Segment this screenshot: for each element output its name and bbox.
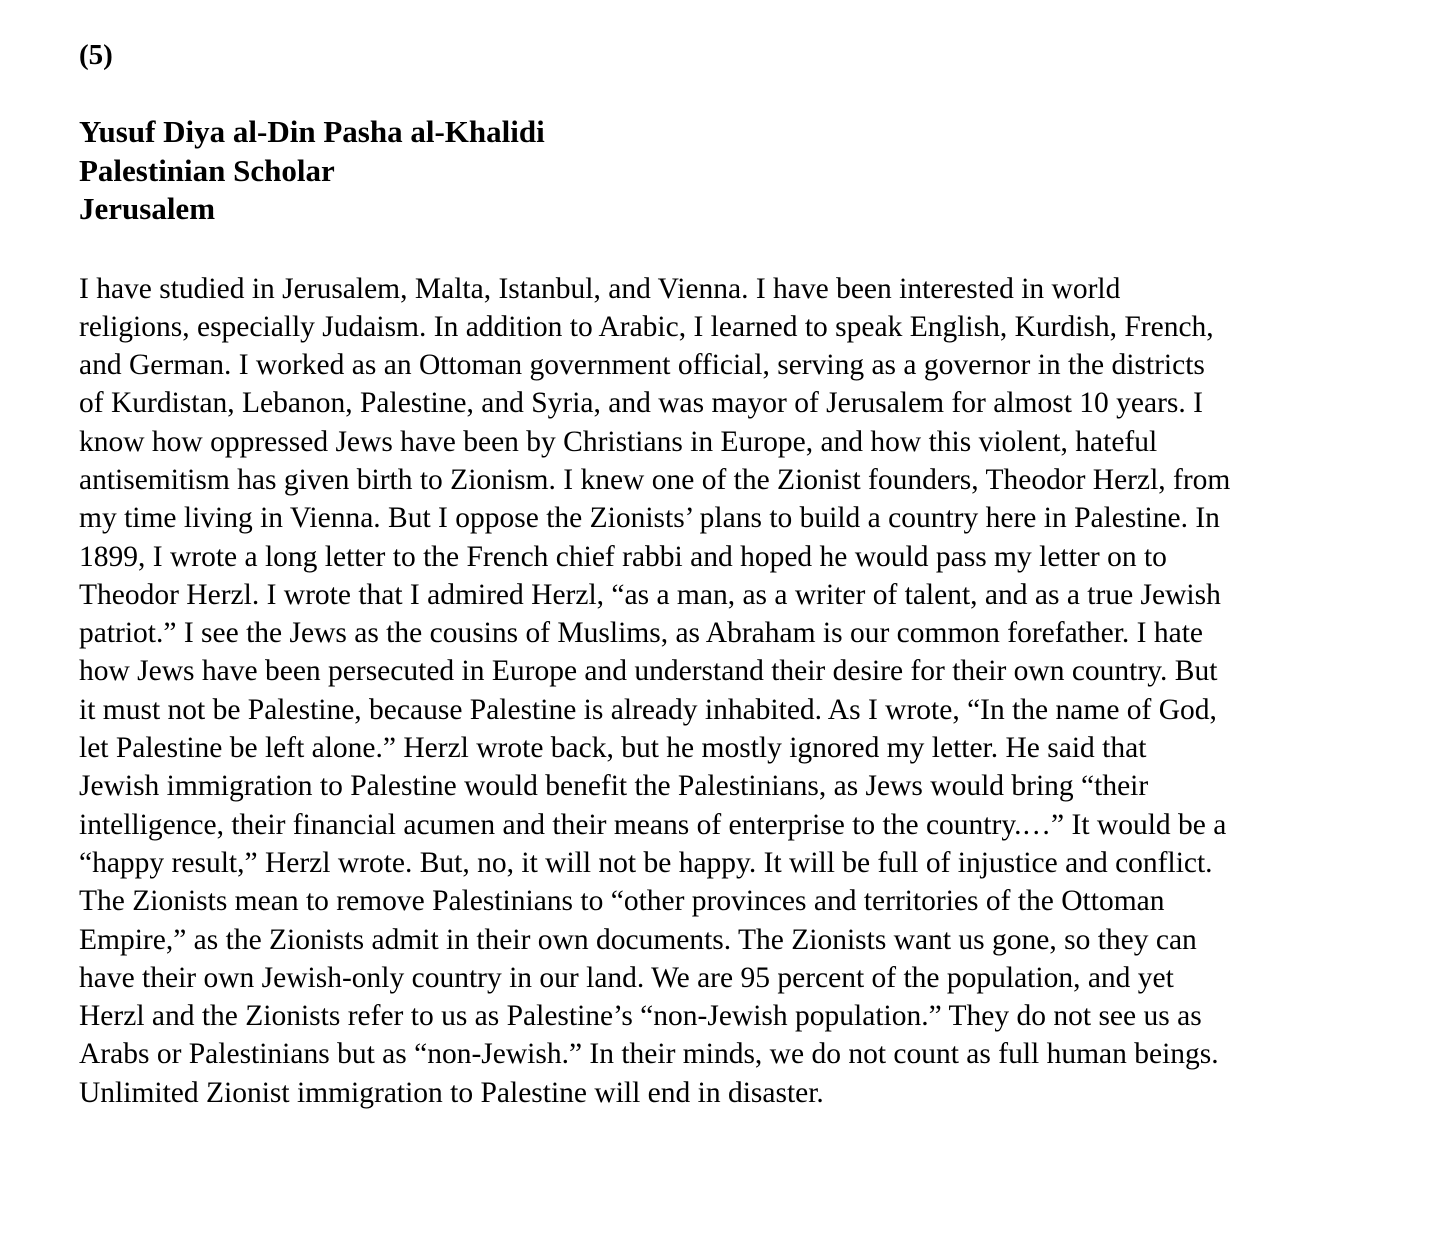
paragraph-line: “happy result,” Herzl wrote. But, no, it will not be happy. It will be full of injustice and conflict. — [79, 846, 1213, 879]
testimony-paragraph — [79, 270, 1339, 1113]
paragraph-line: I have studied in Jerusalem, Malta, Istanbul, and Vienna. I have been interested in world — [79, 272, 1121, 305]
person-role: Palestinian Scholar — [79, 152, 335, 188]
paragraph-line: know how oppressed Jews have been by Christians in Europe, and how this violent, hateful — [79, 425, 1158, 458]
person-location: Jerusalem — [79, 191, 216, 226]
person-header — [79, 113, 1339, 229]
paragraph-line: it must not be Palestine, because Palestine is already inhabited. As I wrote, “In the name of God, — [79, 693, 1217, 726]
paragraph-line: of Kurdistan, Lebanon, Palestine, and Syria, and was mayor of Jerusalem for almost 10 years. I — [79, 387, 1203, 420]
person-name: Yusuf Diya al-Din Pasha al-Khalidi — [79, 114, 545, 149]
paragraph-line: have their own Jewish-only country in our land. We are 95 percent of the population, and yet — [79, 961, 1174, 994]
document-page — [79, 36, 1339, 1112]
paragraph-line: how Jews have been persecuted in Europe and understand their desire for their own country. But — [79, 655, 1218, 688]
paragraph-line: Theodor Herzl. I wrote that I admired Herzl, “as a man, as a writer of talent, and as a true Jewish — [79, 578, 1221, 611]
paragraph-line: Empire,” as the Zionists admit in their own documents. The Zionists want us gone, so they can — [79, 923, 1197, 956]
paragraph-line: let Palestine be left alone.” Herzl wrote back, but he mostly ignored my letter. He said that — [79, 732, 1147, 765]
paragraph-line: patriot.” I see the Jews as the cousins of Muslims, as Abraham is our common forefather. I hate — [79, 617, 1203, 650]
paragraph-line: Arabs or Palestinians but as “non-Jewish.” In their minds, we do not count as full human beings. — [79, 1038, 1219, 1071]
paragraph-line: Unlimited Zionist immigration to Palestine will end in disaster. — [79, 1076, 824, 1109]
paragraph-line: Jewish immigration to Palestine would benefit the Palestinians, as Jews would bring “their — [79, 770, 1149, 803]
entry-number: (5) — [79, 39, 113, 71]
paragraph-line: intelligence, their financial acumen and their means of enterprise to the country.…” It would be a — [79, 808, 1227, 841]
paragraph-line: 1899, I wrote a long letter to the French chief rabbi and hoped he would pass my letter on to — [79, 540, 1167, 573]
paragraph-line: and German. I worked as an Ottoman government official, serving as a governor in the districts — [79, 349, 1205, 382]
paragraph-line: my time living in Vienna. But I oppose the Zionists’ plans to build a country here in Palestine. In — [79, 502, 1220, 535]
paragraph-line: Herzl and the Zionists refer to us as Palestine’s “non-Jewish population.” They do not see us as — [79, 1000, 1202, 1033]
paragraph-line: antisemitism has given birth to Zionism. I knew one of the Zionist founders, Theodor Herzl, from — [79, 463, 1231, 496]
paragraph-line: The Zionists mean to remove Palestinians to “other provinces and territories of the Ottoman — [79, 885, 1165, 918]
paragraph-line: religions, especially Judaism. In addition to Arabic, I learned to speak English, Kurdish, French, — [79, 310, 1214, 343]
